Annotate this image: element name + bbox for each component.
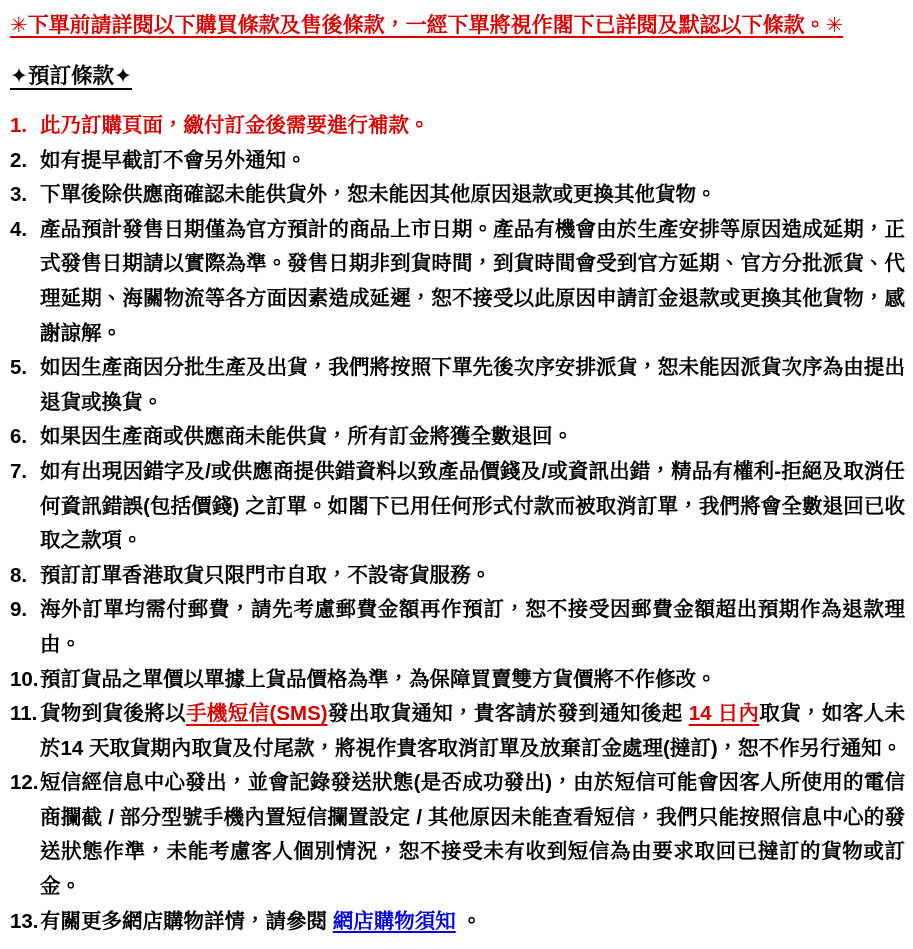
term-text: 預訂貨品之單價以單據上貨品價格為準，為保障買賣雙方貨價將不作修改。 xyxy=(40,667,717,691)
preorder-terms-heading xyxy=(10,63,905,90)
term-item-6 xyxy=(10,420,905,455)
term-text: 。 xyxy=(455,909,482,933)
highlight-red-underline: 手機短信(SMS) xyxy=(186,702,328,726)
term-number: 8. xyxy=(10,563,28,587)
term-number: 10. xyxy=(10,667,39,691)
term-item-10 xyxy=(10,663,905,698)
term-number: 9. xyxy=(10,598,28,622)
term-number: 4. xyxy=(10,217,28,241)
term-item-2 xyxy=(10,144,905,179)
term-number: 3. xyxy=(10,183,28,207)
term-item-4 xyxy=(10,213,905,351)
term-item-11 xyxy=(10,697,905,766)
term-item-9 xyxy=(10,593,905,662)
term-text: 此乃訂購頁面，繳付訂金後需要進行補款。 xyxy=(40,114,430,137)
term-number: 12. xyxy=(10,771,39,795)
term-number: 13. xyxy=(10,909,39,933)
term-text: 預訂訂單香港取貨只限門市自取，不設寄貨服務。 xyxy=(40,563,491,587)
term-text: 有關更多網店購物詳情，請參閱 xyxy=(40,909,333,933)
term-text: 貨物到貨後將以 xyxy=(40,702,187,726)
term-number: 6. xyxy=(10,425,28,449)
term-text: 海外訂單均需付郵費，請先考慮郵費金額再作預訂，恕不接受因郵費金額超出預期作為退款理由。 xyxy=(40,598,905,656)
term-number: 2. xyxy=(10,148,28,172)
term-text: 如有出現因錯字及/或供應商提供錯資料以致產品價錢及/或資訊出錯，精品有權利-拒絕及取消任何資訊錯誤(包括價錢) 之訂單。如閣下已用任何形式付款而被取消訂單，我們將會全數退回已收取之款項。 xyxy=(40,459,905,553)
purchase-notice xyxy=(10,12,905,39)
term-item-3 xyxy=(10,178,905,213)
term-text: 如因生產商因分批生產及出貨，我們將按照下單先後次序安排派貨，恕未能因派貨次序為由提出退貨或換貨。 xyxy=(40,356,905,414)
shop-guide-link[interactable]: 網店購物須知 xyxy=(332,909,456,933)
term-item-1 xyxy=(10,109,905,144)
term-text: 發出取貨通知，貴客請於發到通知後起 xyxy=(327,702,689,726)
terms-list xyxy=(10,109,905,939)
term-number: 11. xyxy=(10,702,38,726)
purchase-notice-text: ✳下單前請詳閱以下購買條款及售後條款，一經下單將視作閣下已詳閱及默認以下條款。✳ xyxy=(10,14,844,37)
term-text: 下單後除供應商確認未能供貨外，恕未能因其他原因退款或更換其他貨物。 xyxy=(40,183,717,207)
term-number: 7. xyxy=(10,459,28,483)
term-item-7 xyxy=(10,455,905,559)
term-item-13 xyxy=(10,905,905,940)
term-text: 取貨，如客人未於14 天取貨期內取貨及付尾款，將視作貴客取消訂單及放棄訂金處理(撻訂)，恕不作另行通知。 xyxy=(40,702,906,760)
term-item-12 xyxy=(10,766,905,904)
highlight-red-underline: 14 日內 xyxy=(688,702,760,726)
term-text: 如有提早截訂不會另外通知。 xyxy=(40,148,307,172)
term-text: 如果因生產商或供應商未能供貨，所有訂金將獲全數退回。 xyxy=(40,425,573,449)
term-text: 產品預計發售日期僅為官方預計的商品上市日期。產品有機會由於生產安排等原因造成延期，正式發售日期請以實際為準。發售日期非到貨時間，到貨時間會受到官方延期、官方分批派貨、代理延期、海關物流等各方面因素造成延遲，恕不接受以此原因申請訂金退款或更換其他貨物，感謝諒解。 xyxy=(40,217,905,345)
term-item-5 xyxy=(10,351,905,420)
preorder-terms-heading-text: ✦預訂條款✦ xyxy=(10,64,133,88)
term-number: 5. xyxy=(10,356,28,380)
term-item-8 xyxy=(10,559,905,594)
term-number: 1. xyxy=(10,114,28,137)
term-text: 短信經信息中心發出，並會記錄發送狀態(是否成功發出)，由於短信可能會因客人所使用的電信商攔截 / 部分型號手機內置短信攔置設定 / 其他原因未能查看短信，我們只能按照信息中心的發送狀態作準，未能考慮客人個別情況，恕不接受未有收到短信為由要求取回已撻訂的貨物或訂金。 xyxy=(40,771,905,899)
